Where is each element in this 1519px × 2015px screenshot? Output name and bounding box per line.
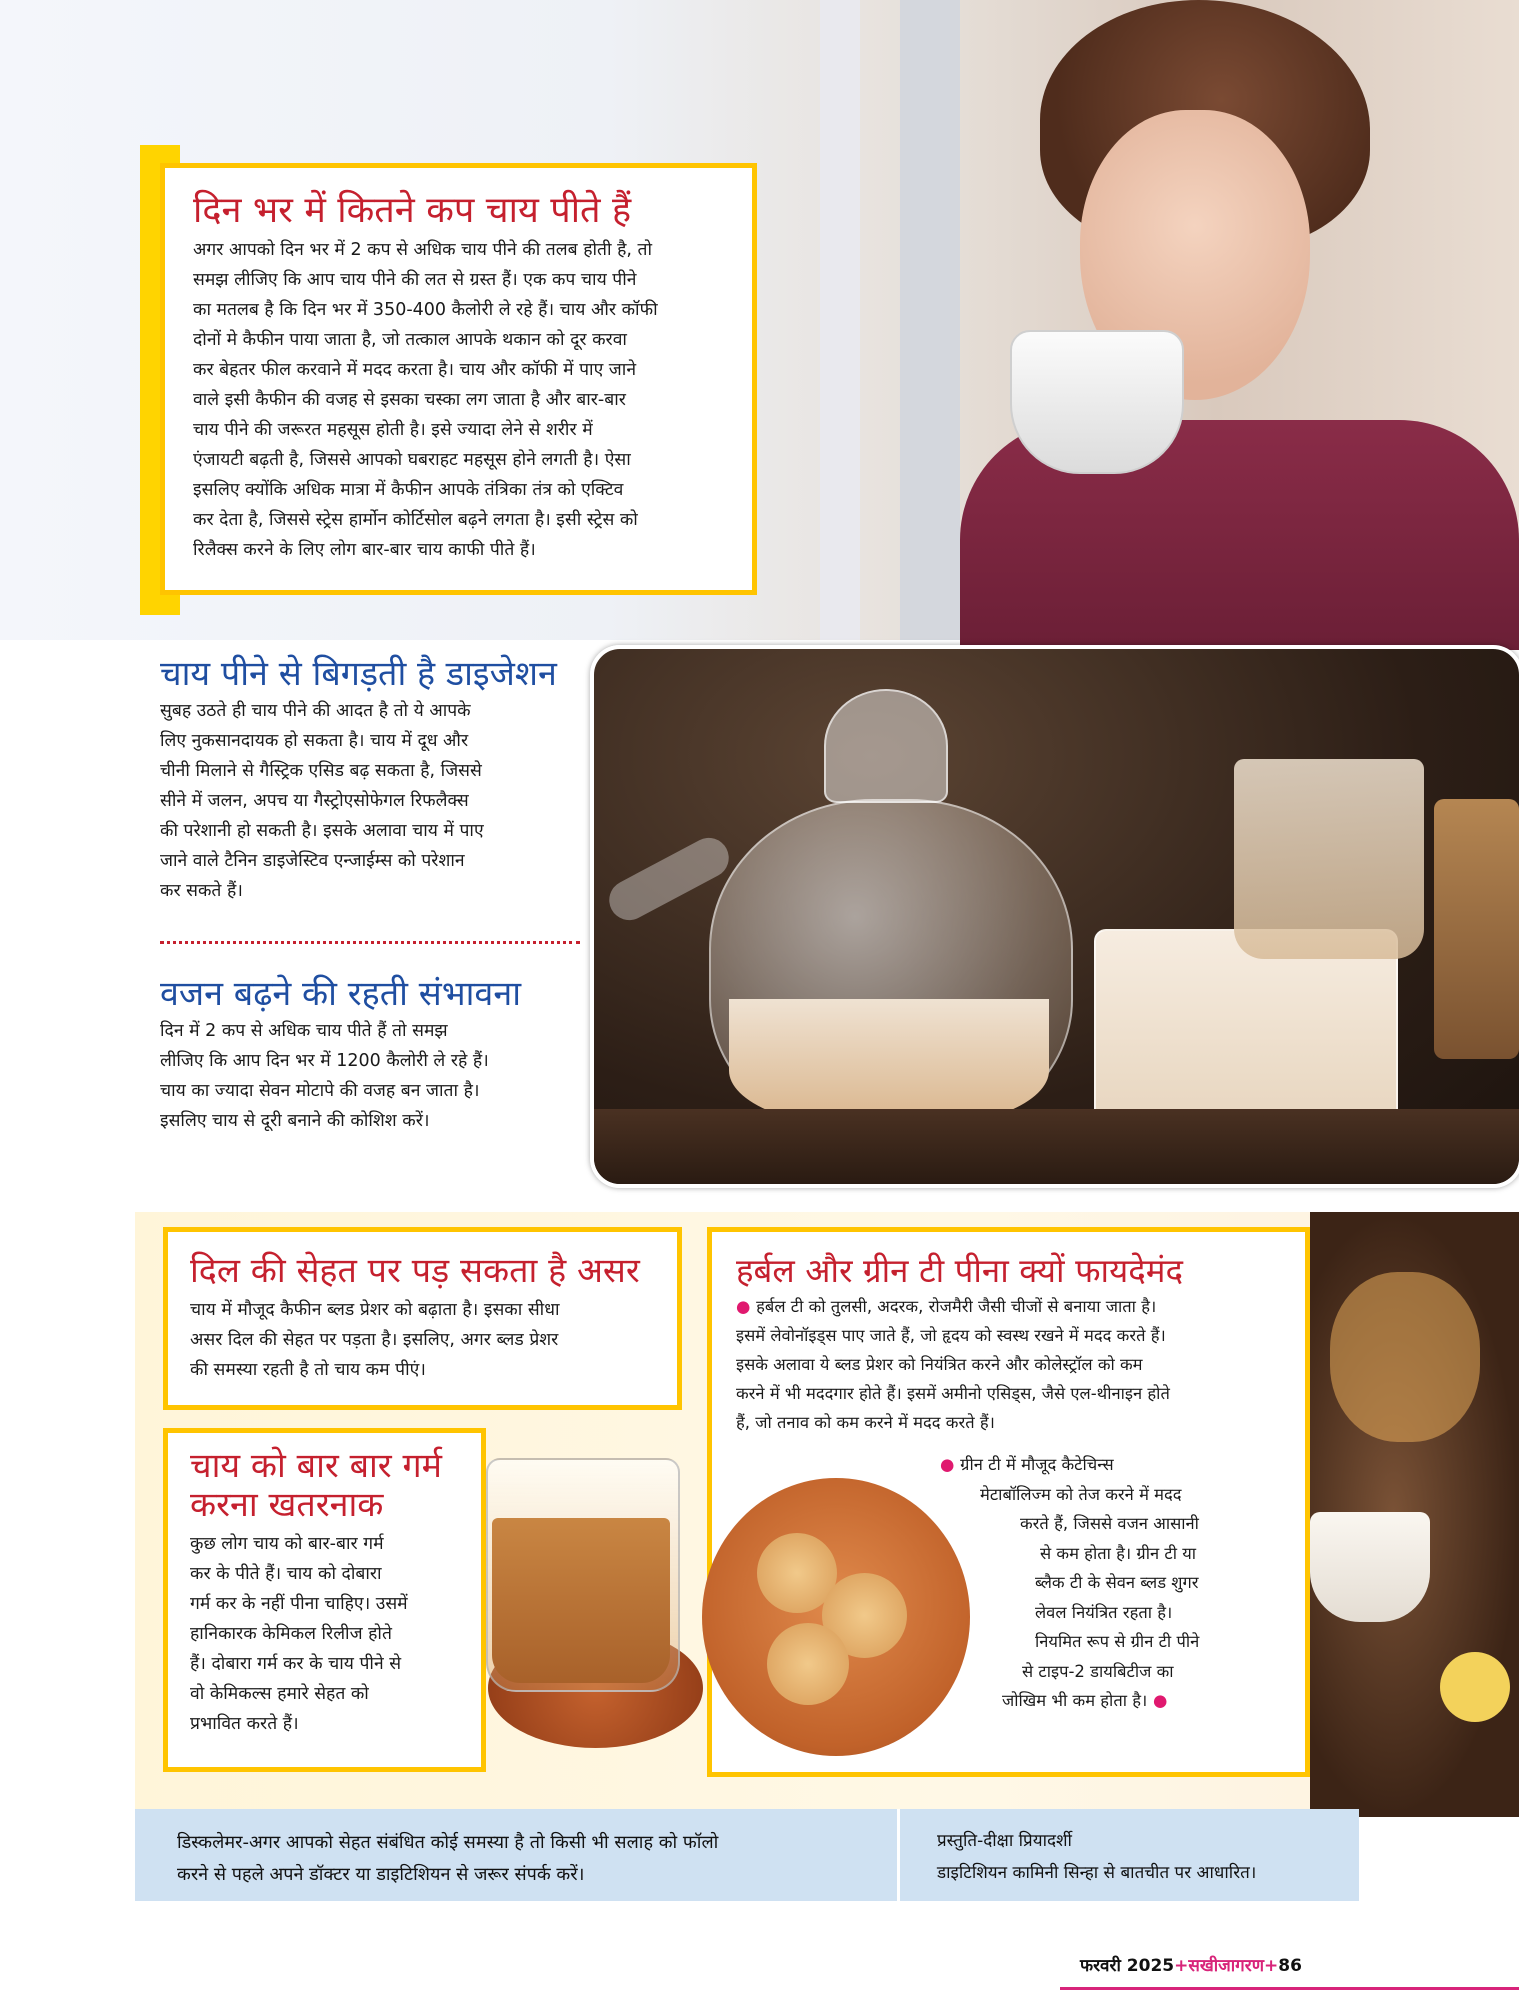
- disclaimer-divider: [897, 1809, 900, 1901]
- page-footer: [1080, 1953, 1302, 1976]
- green-tea-bullet: ● ग्रीन टी में मौजूद कैटेचिन्स मेटाबॉलिज्म को तेज करने में मदद करते हैं, जिससे वजन आसानी से कम होता है। ग्रीन टी या ब्लैक टी के सेवन ब्लड शुगर लेवल नियंत्रित रहता है। नियमित रूप से ग्रीन टी पीने से टाइप-2 डायबिटीज का जोखिम भी कम होता है। ●: [940, 1455, 1200, 1710]
- section-digestion: [160, 655, 580, 906]
- glass-cup-back: [1234, 759, 1424, 959]
- footer-magazine: सखीजागरण: [1188, 1956, 1264, 1976]
- section-heading: चाय को बार बार गर्म करना खतरनाक: [190, 1446, 442, 1526]
- section-tea-cups-per-day: [160, 163, 757, 595]
- section-body: चाय में मौजूद कैफीन ब्लड प्रेशर को बढ़ाता है। इसका सीधा असर दिल की सेहत पर पड़ता है। इसलिए, अगर ब्लड प्रेशर की समस्या रहती है तो चाय कम पीएं।: [190, 1300, 560, 1381]
- tea-cup: [1310, 1512, 1430, 1622]
- section-heading: दिल की सेहत पर पड़ सकता है असर: [190, 1251, 640, 1291]
- section-heading: दिन भर में कितने कप चाय पीते हैं: [193, 190, 632, 231]
- section-heart-health: [163, 1227, 682, 1410]
- wooden-table: [594, 1109, 1519, 1184]
- section-body: कुछ लोग चाय को बार-बार गर्म कर के पीते हैं। चाय को दोबारा गर्म कर के नहीं पीना चाहिए। उसमें हानिकारक केमिकल रिलीज होते हैं। दोबारा गर्म कर के चाय पीने से वो केमिकल्स हमारे सेहत को प्रभावित करते हैं।: [190, 1534, 408, 1735]
- disclaimer-text: डिस्कलेमर-अगर आपको सेहत संबंधित कोई समस्या है तो किसी भी सलाह को फॉलो करने से पहले अपने डॉक्टर या डाइटिशियन से जरूर संपर्क करें।: [177, 1832, 719, 1885]
- credits-text: प्रस्तुति-दीक्षा प्रियादर्शी डाइटिशियन कामिनी सिन्हा से बातचीत पर आधारित।: [937, 1831, 1257, 1883]
- section-weight-gain: [160, 975, 580, 1136]
- section-body: सुबह उठते ही चाय पीने की आदत है तो ये आपके लिए नुकसानदायक हो सकता है। चाय में दूध और चीनी मिलाने से गैस्ट्रिक एसिड बढ़ सकता है, जिससे सीने में जलन, अपच या गैस्ट्रोएसोफेगल रिफलैक्स की परेशानी हो सकती है। इसके अलावा चाय में पाए जाने वाले टैनिन डाइजेस्टिव एन्जाईम्स को परेशान कर सकते हैं।: [160, 701, 484, 902]
- teacup-illustration: [1010, 330, 1184, 474]
- glass-teapot-photo: [590, 645, 1519, 1188]
- footer-separator: +: [1264, 1956, 1279, 1976]
- teapot-lid: [824, 689, 948, 803]
- tea-cup-on-saucer-photo: [468, 1448, 708, 1748]
- teapot-glow: [1330, 1272, 1480, 1442]
- footer-page-number: 86: [1278, 1956, 1302, 1976]
- section-heading: हर्बल और ग्रीन टी पीना क्यों फायदेमंद: [736, 1251, 1183, 1290]
- footer-separator: +: [1174, 1956, 1189, 1976]
- lemon-slice: [1440, 1652, 1510, 1722]
- section-heading: वजन बढ़ने की रहती संभावना: [160, 974, 521, 1014]
- tea-liquid: [492, 1518, 670, 1683]
- herbal-tea-bullet: ● हर्बल टी को तुलसी, अदरक, रोजमैरी जैसी चीजों से बनाया जाता है। इसमें लेवोनॉइड्स पाए जाते हैं, जो हृदय को स्वस्थ रखने में मदद करते हैं। इसके अलावा ये ब्लड प्रेशर को नियंत्रित करने और कोलेस्ट्रॉल को कम करने में भी मददगार होते हैं। इसमें अमीनो एसिड्स, जैसे एल-थीनाइन होते हैं, जो तनाव को कम करने में मदद करते हैं।: [736, 1296, 1170, 1432]
- cookies-plate-photo: [702, 1478, 970, 1756]
- cookie: [767, 1623, 849, 1705]
- section-body: दिन में 2 कप से अधिक चाय पीते हैं तो समझ लीजिए कि आप दिन भर में 1200 कैलोरी ले रहे हैं। चाय का ज्यादा सेवन मोटापे की वजह बन जाता है। इसलिए चाय से दूरी बनाने की कोशिश करें।: [160, 1021, 489, 1132]
- footer-month: फरवरी 2025: [1080, 1956, 1175, 1976]
- section-body: अगर आपको दिन भर में 2 कप से अधिक चाय पीने की तलब होती है, तो समझ लीजिए कि आप चाय पीने की लत से ग्रस्त हैं। एक कप चाय पीने का मतलब है कि दिन भर में 350-400 कैलोरी ले रहे हैं। चाय और कॉफी दोनों मे कैफीन पाया जाता है, जो तत्काल आपके थकान को दूर करवा कर बेहतर फील करवाने में मदद करता है। चाय और कॉफी में पाए जाने वाले इसी कैफीन की वजह से इसका चस्का लग जाता है और बार-बार चाय पीने की जरूरत महसूस होती है। इसे ज्यादा लेने से शरीर में एंजायटी बढ़ती है, जिससे आपको घबराहट महसूस होने लगती है। ऐसा इसलिए क्योंकि अधिक मात्रा में कैफीन आपके तंत्रिका तंत्र को एक्टिव कर देता है, जिससे स्ट्रेस हार्मोन कोर्टिसोल बढ़ने लगता है। इसी स्ट्रेस को रिलैक्स करने के लिए लोग बार-बार चाय काफी पीते हैं।: [193, 240, 658, 561]
- tea-pouring-photo: [1310, 1212, 1519, 1817]
- dotted-divider: [160, 941, 580, 944]
- section-reheating-tea: [163, 1428, 486, 1772]
- bullet-dot-icon: ●: [736, 1296, 757, 1316]
- end-dot-icon: ●: [1147, 1691, 1168, 1710]
- bullet-dot-icon: ●: [940, 1455, 961, 1474]
- section-heading: चाय पीने से बिगड़ती है डाइजेशन: [160, 654, 557, 694]
- footer-rule: [1060, 1987, 1519, 1990]
- disclaimer-box: [135, 1809, 1359, 1901]
- spice-jar: [1434, 799, 1519, 1059]
